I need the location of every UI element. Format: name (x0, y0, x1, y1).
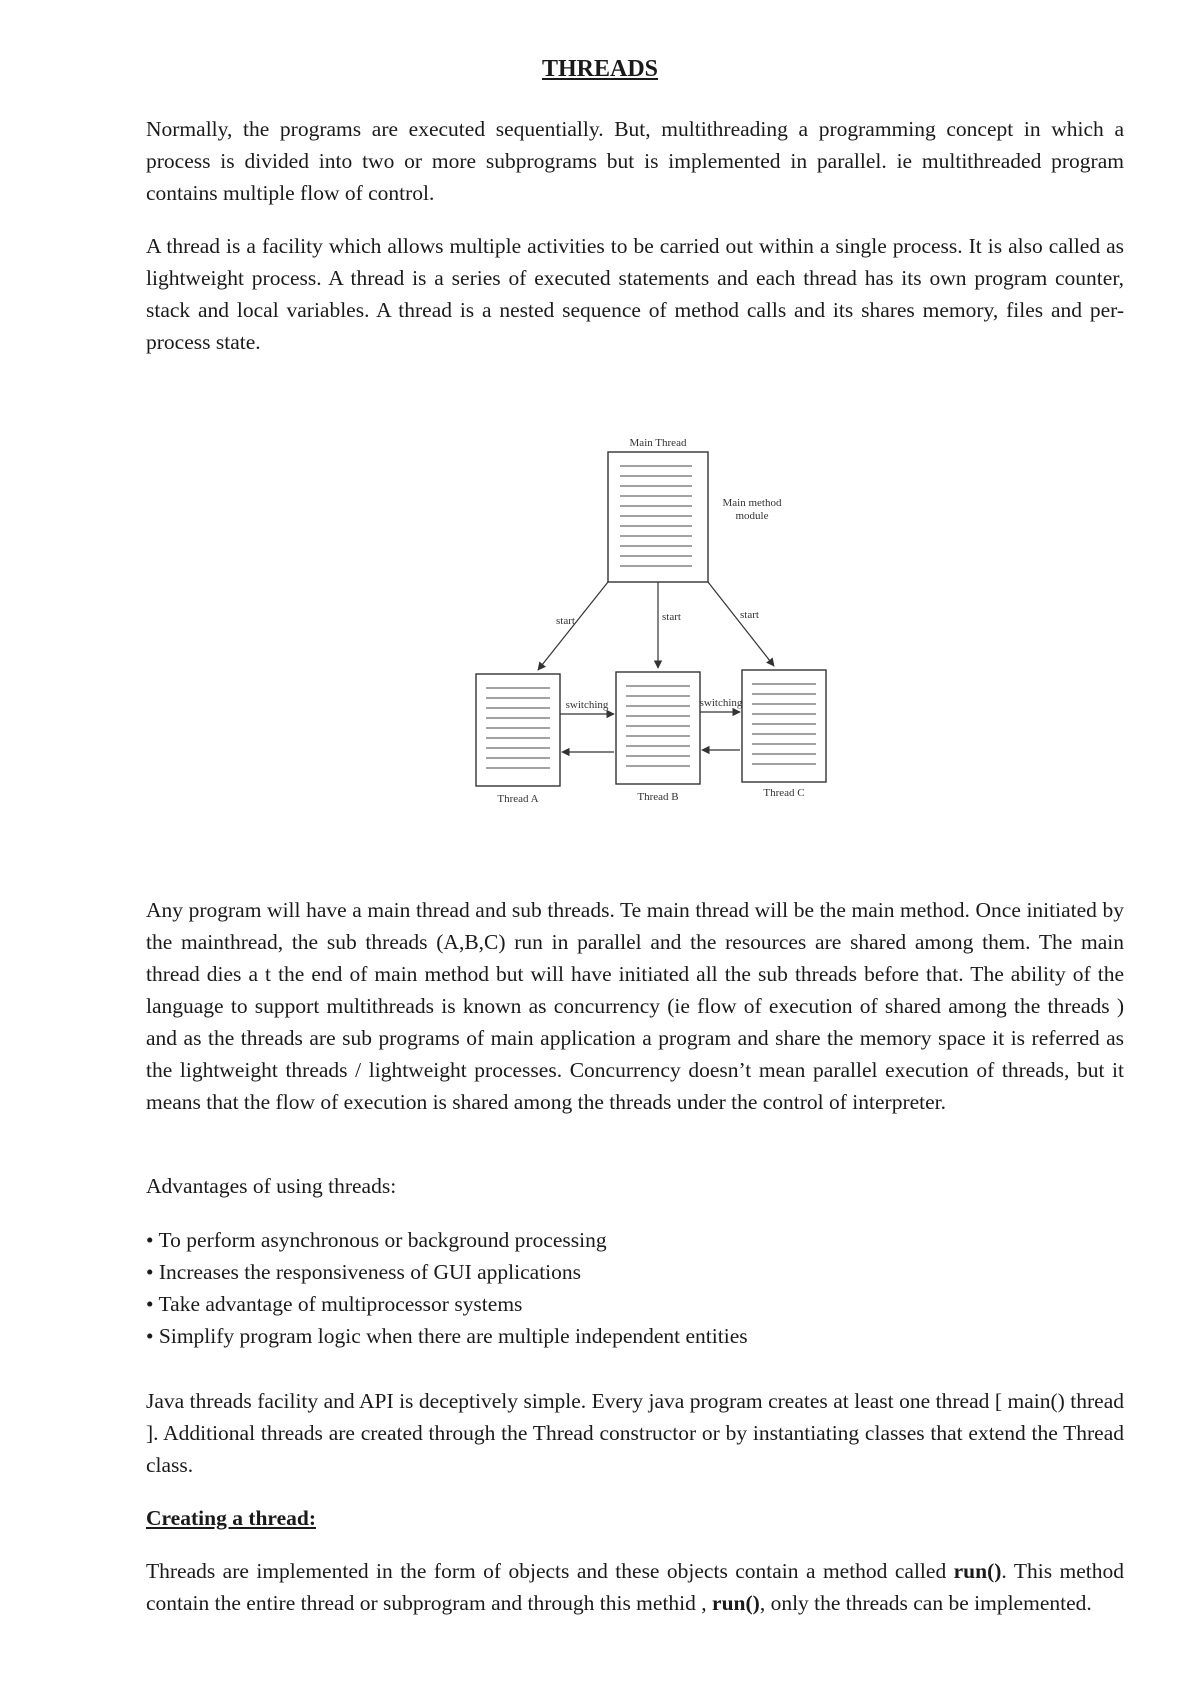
creating-thread-heading: Creating a thread: (146, 1506, 316, 1530)
advantages-intro: Advantages of using threads: (146, 1174, 397, 1198)
creating-text-3: , only the threads can be implemented. (759, 1591, 1092, 1615)
start-label-b: start (662, 611, 681, 623)
creating-text-2: . This method contain the entire thread or subprogram and through this methid , (146, 1559, 1124, 1615)
main-method-label-line2: module (735, 510, 769, 522)
start-label-a: start (556, 615, 575, 627)
list-item: • To perform asynchronous or background processing (146, 1228, 607, 1252)
start-arrow-c (708, 582, 774, 666)
thread-c-label: Thread C (763, 787, 805, 799)
thread-a-label: Thread A (497, 793, 539, 805)
creating-thread-paragraph (146, 1555, 1124, 1619)
list-item: • Increases the responsiveness of GUI applications (146, 1260, 582, 1284)
list-item: • Simplify program logic when there are multiple independent entities (146, 1324, 748, 1348)
thread-b-label: Thread B (637, 791, 679, 803)
definition-paragraph: A thread is a facility which allows multiple activities to be carried out within a single process. It is also called as lightweight process. A thread is a series of executed statements and each thread has its own program counter, stack and local variables. A thread is a nested sequence of method calls and its shares memory, files and per-process state. (146, 234, 1124, 354)
main-thread-paragraph: Any program will have a main thread and sub threads. Te main thread will be the main method. Once initiated by the mainthread, the sub threads (A,B,C) run in parallel and the resources are shared among them. The main thread dies a t the end of main method but will have initiated all the sub threads before that. The ability of the language to support multithreads is known as concurrency (ie flow of execution of shared among the threads ) and as the threads are sub programs of main application a program and share the memory space it is referred as the lightweight threads / lightweight processes. Concurrency doesn’t mean parallel execution of threads, but it means that the flow of execution is shared among the threads under the control of interpreter. (146, 898, 1124, 1114)
main-thread-box (608, 452, 708, 582)
main-method-label-line1: Main method (722, 497, 782, 509)
thread-c-box (742, 670, 826, 782)
threads-diagram (456, 432, 828, 816)
switching-label-ab: switching (565, 699, 609, 711)
java-paragraph: Java threads facility and API is deceptively simple. Every java program creates at least one thread [ main() thread ]. Additional threads are created through the Thread constructor or by instantiating classes that extend the Thread class. (146, 1389, 1124, 1477)
creating-text-1: Threads are implemented in the form of objects and these objects contain a method called (146, 1559, 954, 1583)
list-item: • Take advantage of multiprocessor systems (146, 1292, 523, 1316)
switching-label-bc: switching (699, 697, 743, 709)
thread-b-box (616, 672, 700, 784)
start-label-c: start (740, 609, 759, 621)
thread-a-box (476, 674, 560, 786)
run-method-1: run() (953, 1559, 1002, 1583)
intro-paragraph: Normally, the programs are executed sequentially. But, multithreading a programming concept in which a process is divided into two or more subprograms but is implemented in parallel. ie multithreaded program contains multiple flow of control. (146, 117, 1124, 205)
page-title: THREADS (541, 56, 659, 82)
advantages-list (146, 1224, 748, 1352)
main-thread-label: Main Thread (629, 437, 687, 449)
run-method-2: run() (712, 1591, 760, 1615)
